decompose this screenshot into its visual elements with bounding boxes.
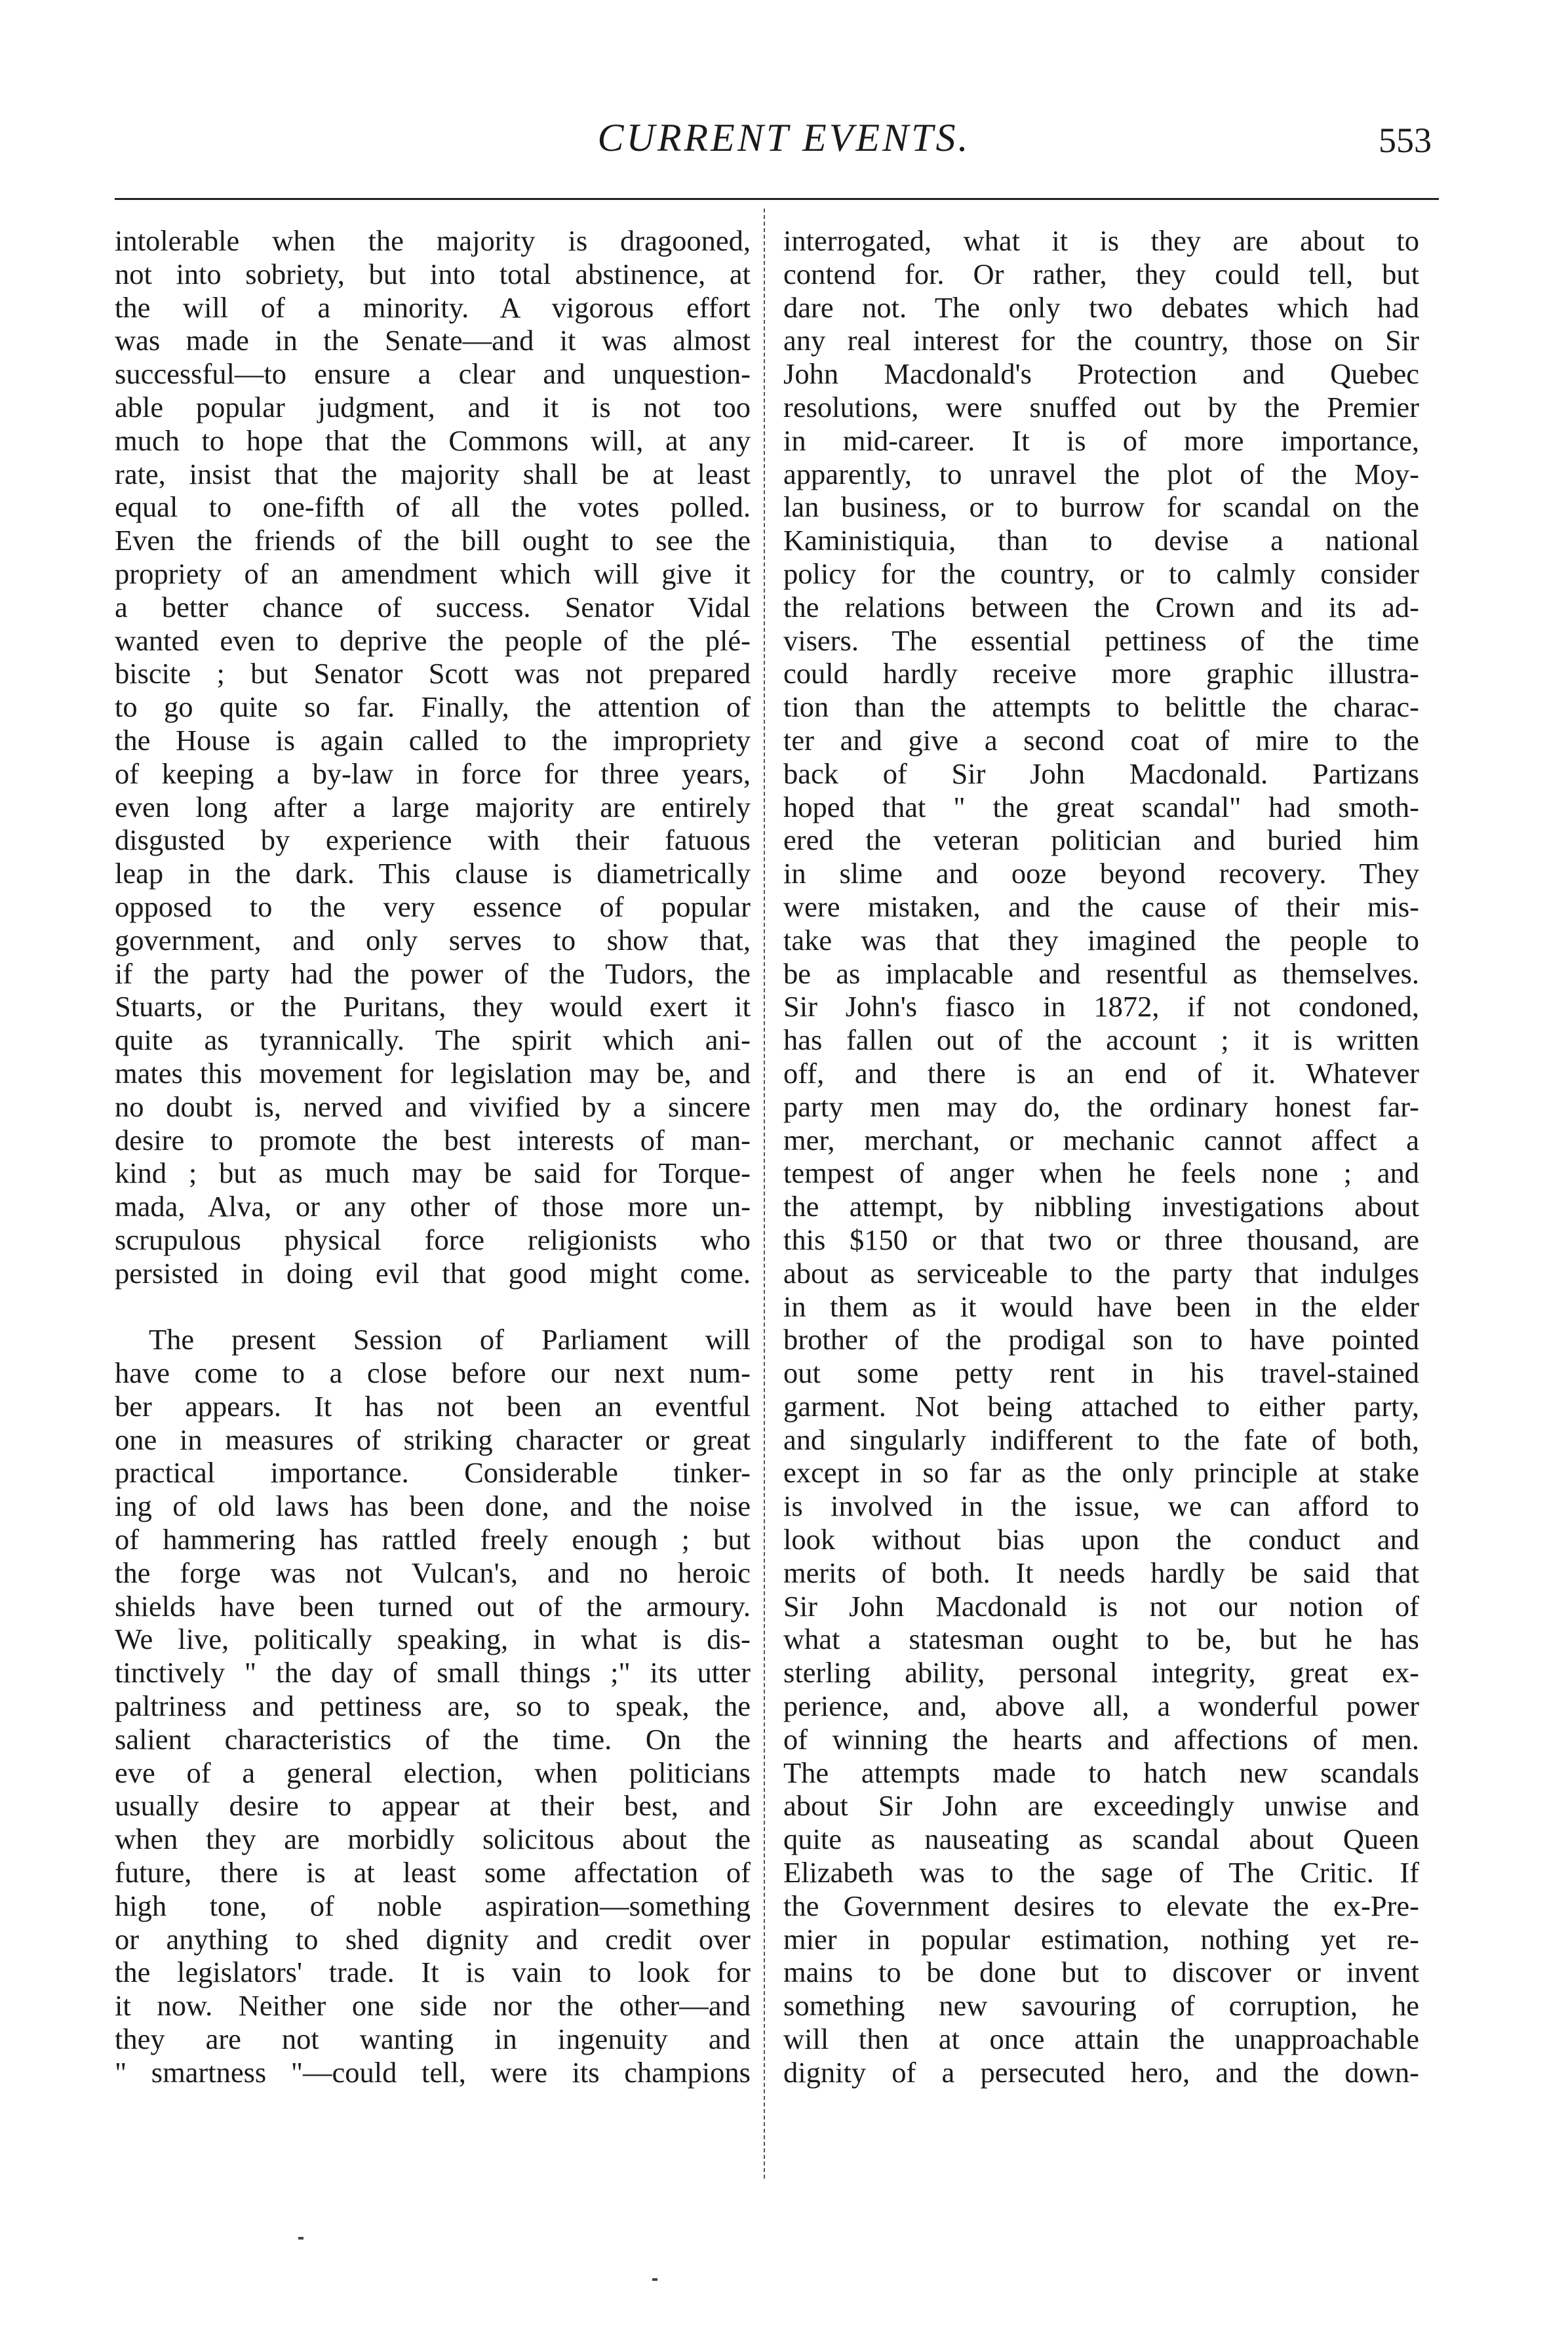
page-number: 553 (1379, 121, 1432, 160)
text-line: this $150 or that two or three thousand, are (783, 1223, 1419, 1256)
text-line: the Government desires to elevate the ex-Pre- (783, 1889, 1419, 1922)
text-line: visers. The essential pettiness of the time (783, 623, 1419, 657)
page-header (0, 111, 1568, 164)
right-column (783, 224, 1419, 2089)
text-line: is involved in the issue, we can afford to (783, 1490, 1419, 1523)
text-line: mer, merchant, or mechanic cannot affect a (783, 1123, 1419, 1156)
text-line: could hardly receive more graphic illustra- (783, 657, 1419, 690)
text-line: shields have been turned out of the armoury. (115, 1589, 751, 1623)
text-line: tinctively " the day of small things ;" its utter (115, 1656, 751, 1689)
text-line: disgusted by experience with their fatuous (115, 823, 751, 857)
text-line: much to hope that the Commons will, at any (115, 424, 751, 457)
text-line: no doubt is, nerved and vivified by a sincere (115, 1090, 751, 1123)
text-line: look without bias upon the conduct and (783, 1523, 1419, 1556)
text-line: were mistaken, and the cause of their mis- (783, 890, 1419, 923)
text-line: contend for. Or rather, they could tell, but (783, 257, 1419, 290)
text-line: equal to one-fifth of all the votes polled. (115, 490, 751, 524)
text-line: sterling ability, personal integrity, great ex- (783, 1656, 1419, 1689)
text-line: practical importance. Considerable tinker- (115, 1456, 751, 1490)
left-column (115, 224, 751, 2089)
text-line: back of Sir John Macdonald. Partizans (783, 757, 1419, 790)
text-line: tempest of anger when he feels none ; and (783, 1156, 1419, 1190)
text-line: any real interest for the country, those on Sir (783, 324, 1419, 357)
text-line: high tone, of noble aspiration—something (115, 1889, 751, 1922)
text-line: tion than the attempts to belittle the charac- (783, 690, 1419, 724)
text-line: of winning the hearts and affections of men. (783, 1722, 1419, 1756)
text-line: out some petty rent in his travel-stained (783, 1356, 1419, 1390)
text-line: the will of a minority. A vigorous effort (115, 290, 751, 324)
text-line: intolerable when the majority is dragooned, (115, 224, 751, 257)
text-line: something new savouring of corruption, he (783, 1989, 1419, 2023)
text-line: to go quite so far. Finally, the attention of (115, 690, 751, 724)
header-rule (115, 198, 1439, 200)
text-line: if the party had the power of the Tudors, the (115, 957, 751, 990)
text-line: merits of both. It needs hardly be said that (783, 1556, 1419, 1589)
text-line: The attempts made to hatch new scandals (783, 1756, 1419, 1789)
text-line: The present Session of Parliament will (149, 1323, 751, 1356)
text-line: of hammering has rattled freely enough ; but (115, 1523, 751, 1556)
text-line: Sir John's fiasco in 1872, if not condoned, (783, 990, 1419, 1023)
text-line: Sir John Macdonald is not our notion of (783, 1589, 1419, 1623)
text-line: quite as tyrannically. The spirit which ani- (115, 1023, 751, 1057)
text-line: it now. Neither one side nor the other—and (115, 1989, 751, 2023)
text-line: about Sir John are exceedingly unwise and (783, 1789, 1419, 1823)
text-line: the forge was not Vulcan's, and no heroic (115, 1556, 751, 1589)
stray-print-mark (652, 2278, 657, 2281)
text-line: ber appears. It has not been an eventful (115, 1389, 751, 1423)
text-line: rate, insist that the majority shall be at least (115, 457, 751, 490)
text-line: the legislators' trade. It is vain to look for (115, 1956, 751, 1989)
text-line: perience, and, above all, a wonderful power (783, 1689, 1419, 1723)
text-line: desire to promote the best interests of man- (115, 1123, 751, 1156)
text-line: propriety of an amendment which will give it (115, 557, 751, 590)
text-line: and singularly indifferent to the fate of both, (783, 1423, 1419, 1456)
column-divider (764, 208, 765, 2179)
text-line: wanted even to deprive the people of the plé- (115, 623, 751, 657)
text-line: have come to a close before our next num- (115, 1356, 751, 1390)
text-line: the relations between the Crown and its ad- (783, 590, 1419, 623)
text-line: about as serviceable to the party that indulges (783, 1256, 1419, 1290)
text-line: take was that they imagined the people to (783, 923, 1419, 957)
text-line: kind ; but as much may be said for Torque- (115, 1156, 751, 1190)
text-line: quite as nauseating as scandal about Queen (783, 1823, 1419, 1856)
text-line: has fallen out of the account ; it is written (783, 1023, 1419, 1057)
text-line: Elizabeth was to the sage of The Critic. If (783, 1856, 1419, 1889)
text-line: paltriness and pettiness are, so to speak, the (115, 1689, 751, 1723)
text-line: off, and there is an end of it. Whatever (783, 1056, 1419, 1090)
text-line: interrogated, what it is they are about to (783, 224, 1419, 257)
text-line: Kaministiquia, than to devise a national (783, 524, 1419, 557)
text-line: opposed to the very essence of popular (115, 890, 751, 923)
paragraph-gap (115, 1290, 751, 1324)
text-line: in mid-career. It is of more importance, (783, 424, 1419, 457)
text-line: garment. Not being attached to either party, (783, 1389, 1419, 1423)
text-line: leap in the dark. This clause is diametrically (115, 857, 751, 890)
text-line: mier in popular estimation, nothing yet re- (783, 1922, 1419, 1956)
text-line: ered the veteran politician and buried him (783, 823, 1419, 857)
text-line: lan business, or to burrow for scandal on the (783, 490, 1419, 524)
text-line: scrupulous physical force religionists who (115, 1223, 751, 1256)
text-line: mates this movement for legislation may be, and (115, 1056, 751, 1090)
text-line: the House is again called to the impropriety (115, 723, 751, 757)
text-line: the attempt, by nibbling investigations about (783, 1190, 1419, 1223)
text-line: biscite ; but Senator Scott was not prepared (115, 657, 751, 690)
text-line: persisted in doing evil that good might come. (115, 1256, 751, 1290)
text-line: when they are morbidly solicitous about the (115, 1823, 751, 1856)
text-line: was made in the Senate—and it was almost (115, 324, 751, 357)
text-line: We live, politically speaking, in what is dis- (115, 1623, 751, 1656)
text-line: one in measures of striking character or great (115, 1423, 751, 1456)
text-line: able popular judgment, and it is not too (115, 390, 751, 424)
running-title: CURRENT EVENTS. (597, 116, 971, 159)
text-line: ing of old laws has been done, and the noise (115, 1490, 751, 1523)
text-line: future, there is at least some affectation of (115, 1856, 751, 1889)
text-line: mains to be done but to discover or invent (783, 1956, 1419, 1989)
text-line: party men may do, the ordinary honest far- (783, 1090, 1419, 1123)
text-line: will then at once attain the unapproachable (783, 2023, 1419, 2056)
text-line: a better chance of success. Senator Vidal (115, 590, 751, 623)
text-line: apparently, to unravel the plot of the Moy- (783, 457, 1419, 490)
text-line: John Macdonald's Protection and Quebec (783, 357, 1419, 391)
text-line: Stuarts, or the Puritans, they would exert it (115, 990, 751, 1023)
text-line: mada, Alva, or any other of those more un- (115, 1190, 751, 1223)
text-line: government, and only serves to show that, (115, 923, 751, 957)
text-line: of keeping a by-law in force for three years, (115, 757, 751, 790)
text-line: dare not. The only two debates which had (783, 290, 1419, 324)
text-line: in them as it would have been in the elder (783, 1290, 1419, 1323)
text-line: brother of the prodigal son to have pointed (783, 1323, 1419, 1356)
text-line: salient characteristics of the time. On the (115, 1722, 751, 1756)
text-line: in slime and ooze beyond recovery. They (783, 857, 1419, 890)
text-line: usually desire to appear at their best, and (115, 1789, 751, 1823)
text-line: not into sobriety, but into total abstinence, at (115, 257, 751, 290)
text-line: Even the friends of the bill ought to see the (115, 524, 751, 557)
text-line: successful—to ensure a clear and unquestion- (115, 357, 751, 391)
text-line: eve of a general election, when politicians (115, 1756, 751, 1789)
text-line: be as implacable and resentful as themselves. (783, 957, 1419, 990)
text-line: they are not wanting in ingenuity and (115, 2023, 751, 2056)
text-line: what a statesman ought to be, but he has (783, 1623, 1419, 1656)
text-line: resolutions, were snuffed out by the Premier (783, 390, 1419, 424)
text-line: except in so far as the only principle at stake (783, 1456, 1419, 1490)
stray-print-mark (298, 2237, 304, 2240)
text-line: policy for the country, or to calmly consider (783, 557, 1419, 590)
text-line: " smartness "—could tell, were its champions (115, 2055, 751, 2089)
text-line: ter and give a second coat of mire to the (783, 723, 1419, 757)
text-line: dignity of a persecuted hero, and the down- (783, 2055, 1419, 2089)
text-line: or anything to shed dignity and credit over (115, 1922, 751, 1956)
text-line: even long after a large majority are entirely (115, 790, 751, 823)
text-line: hoped that " the great scandal" had smoth- (783, 790, 1419, 823)
